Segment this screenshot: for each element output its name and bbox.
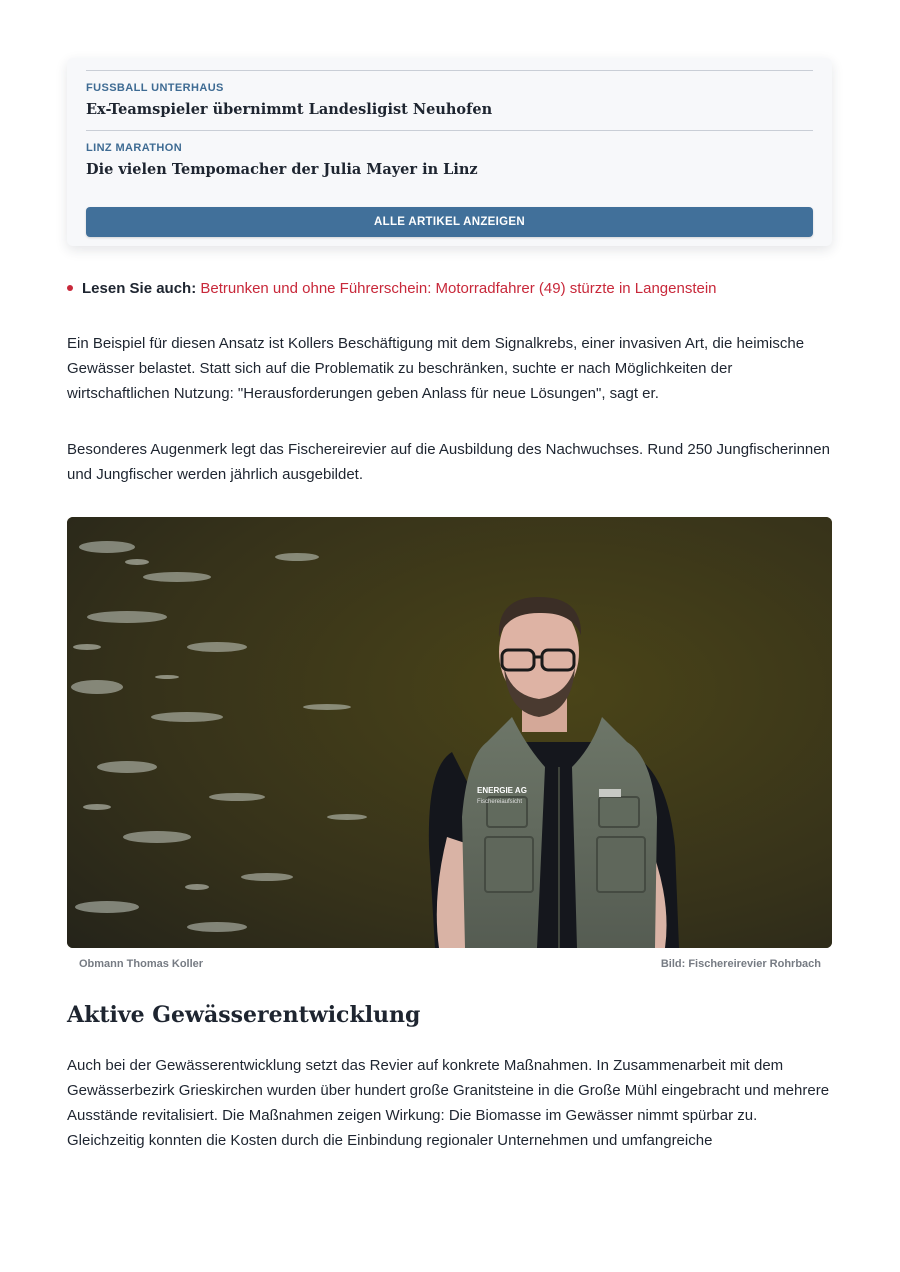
vest-logo-line2: Fischereiaufsicht	[477, 799, 523, 805]
related-article-2[interactable]	[86, 130, 813, 189]
vest-logo-line1: ENERGIE AG	[477, 786, 527, 795]
article-image[interactable]	[67, 517, 832, 948]
related-article-title[interactable]: Ex-Teamspieler übernimmt Landesligist Neuhofen	[86, 101, 493, 118]
article-paragraph: Ein Beispiel für diesen Ansatz ist Kollers Beschäftigung mit dem Signalkrebs, einer invasiven Art, die heimische Gewässer belastet. Statt sich auf die Problematik zu beschränken, suchte er nach Möglichkeiten der wirtschaftlichen Nutzung: "Herausforderungen geben Anlass für neue Lösungen", sagt er.	[67, 335, 805, 402]
photo-illustration	[67, 517, 832, 948]
image-credit: Bild: Fischereirevier Rohrbach	[660, 958, 821, 970]
article-paragraph: Auch bei der Gewässerentwicklung setzt das Revier auf konkrete Maßnahmen. In Zusammenarbeit mit dem Gewässerbezirk Grieskirchen wurden über hundert große Granitsteine in die Große Mühl eingebracht und mehrere Ausstände revitalisiert. Die Maßnahmen zeigen Wirkung: Die Biomasse im Gewässer nimmt spürbar zu. Gleichzeitig konnten die Kosten durch die Einbindung regionaler Unternehmen und umfangreiche	[67, 1057, 830, 1149]
related-articles-box	[67, 58, 832, 246]
bullet-icon	[67, 285, 73, 291]
image-caption: Obmann Thomas Koller	[79, 958, 204, 970]
related-article-title[interactable]: Die vielen Tempomacher der Julia Mayer in Linz	[86, 161, 478, 178]
read-also-label: Lesen Sie auch:	[82, 280, 197, 297]
related-article-1[interactable]	[86, 70, 813, 129]
image-caption-row	[67, 958, 832, 974]
related-article-kicker: FUSSBALL UNTERHAUS	[86, 82, 224, 94]
read-also	[67, 278, 837, 300]
read-also-link[interactable]: Betrunken und ohne Führerschein: Motorradfahrer (49) stürzte in Langenstein	[200, 280, 717, 297]
related-article-kicker: LINZ MARATHON	[86, 142, 183, 154]
section-heading: Aktive Gewässerentwicklung	[67, 1002, 421, 1028]
article-paragraph: Besonderes Augenmerk legt das Fischereirevier auf die Ausbildung des Nachwuchses. Rund 250 Jungfischerinnen und Jungfischer werden jährlich ausgebildet.	[67, 441, 830, 483]
all-articles-button[interactable]: ALLE ARTIKEL ANZEIGEN	[86, 207, 813, 237]
